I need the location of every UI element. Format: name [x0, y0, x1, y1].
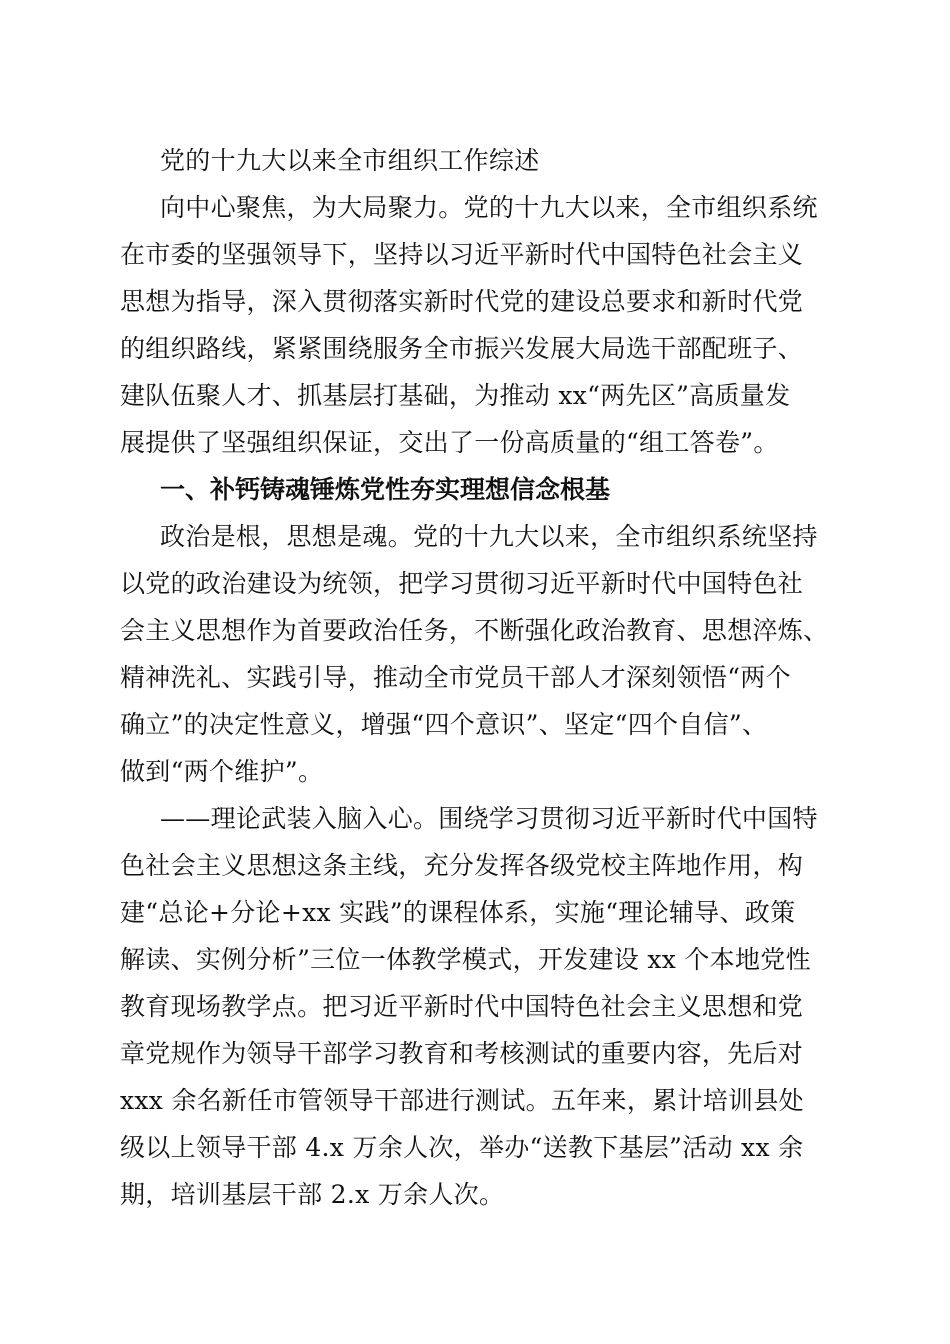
theory-line: 期，培训基层干部 2.x 万余人次。 [120, 1180, 505, 1209]
theory-line: 建“总论+分论+xx 实践”的课程体系，实施“理论辅导、政策 [120, 898, 796, 927]
intro-line: 向中心聚焦，为大局聚力。党的十九大以来，全市组织系统 [160, 193, 818, 222]
section1-line: 做到“两个维护”。 [120, 757, 324, 786]
theory-line: xxx 余名新任市管领导干部进行测试。五年来，累计培训县处 [120, 1086, 804, 1115]
theory-line: 解读、实例分析”三位一体教学模式，开发建设 xx 个本地党性 [120, 945, 811, 974]
section-heading: 一、补钙铸魂锤炼党性夯实理想信念根基 [160, 475, 611, 504]
theory-line: 色社会主义思想这条主线，充分发挥各级党校主阵地作用，构 [120, 851, 804, 880]
theory-line: 章党规作为领导干部学习教育和考核测试的重要内容，先后对 [120, 1039, 804, 1068]
theory-line: 级以上领导干部 4.x 万余人次，举办“送教下基层”活动 xx 余 [120, 1133, 804, 1162]
intro-line: 思想为指导，深入贯彻落实新时代党的建设总要求和新时代党 [120, 287, 804, 316]
theory-line: 教育现场教学点。把习近平新时代中国特色社会主义思想和党 [120, 992, 804, 1021]
intro-line: 展提供了坚强组织保证，交出了一份高质量的“组工答卷”。 [120, 428, 779, 457]
section1-line: 会主义思想作为首要政治任务，不断强化政治教育、思想淬炼、 [120, 616, 829, 645]
theory-line: ——理论武装入脑入心。围绕学习贯彻习近平新时代中国特 [160, 804, 818, 833]
intro-line: 在市委的坚强领导下，坚持以习近平新时代中国特色社会主义 [120, 240, 804, 269]
section1-line: 精神洗礼、实践引导，推动全市党员干部人才深刻领悟“两个 [120, 663, 791, 692]
intro-line: 的组织路线，紧紧围绕服务全市振兴发展大局选干部配班子、 [120, 334, 804, 363]
intro-line: 建队伍聚人才、抓基层打基础，为推动 xx“两先区”高质量发 [120, 381, 791, 410]
section1-line: 政治是根，思想是魂。党的十九大以来，全市组织系统坚持 [160, 522, 818, 551]
section1-line: 确立”的决定性意义，增强“四个意识”、坚定“四个自信”、 [120, 710, 768, 739]
document-title: 党的十九大以来全市组织工作综述 [160, 146, 540, 175]
section1-line: 以党的政治建设为统领，把学习贯彻习近平新时代中国特色社 [120, 569, 804, 598]
